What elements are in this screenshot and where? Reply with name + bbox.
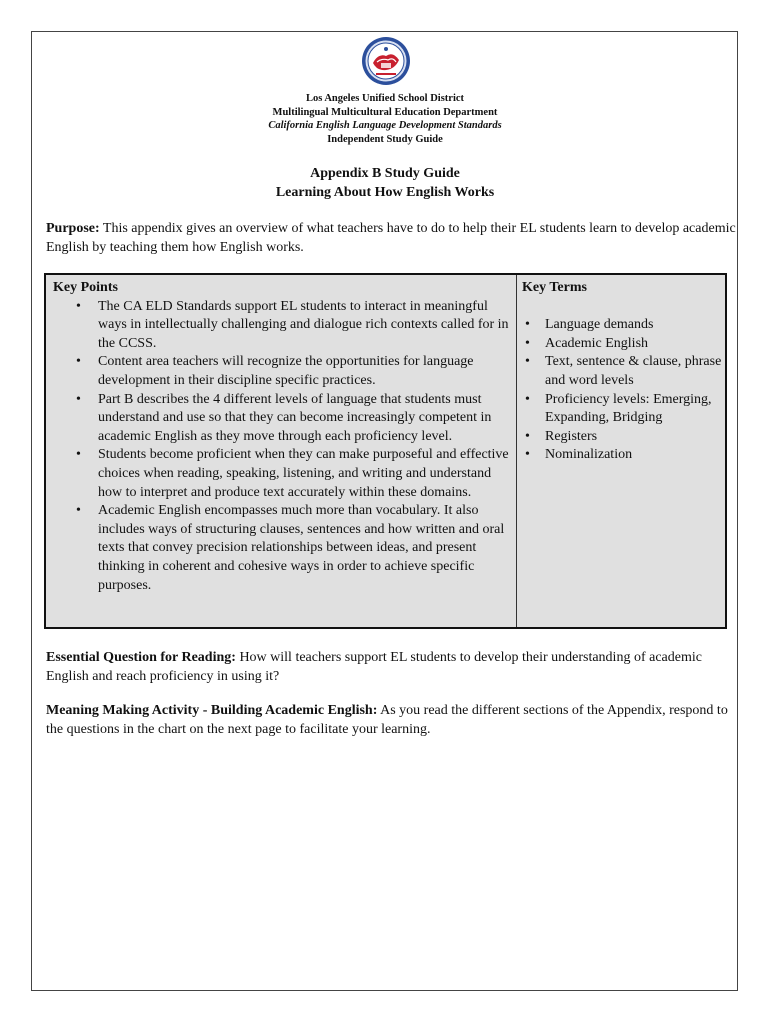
purpose-paragraph xyxy=(46,219,736,257)
list-item: • Text, sentence & clause, phrase and word levels xyxy=(522,353,725,390)
list-item: • Academic English encompasses much more than vocabulary. It also includes ways of structuring clauses, sentences and how written and oral texts that convey precision relationships between ideas, and present thinking in coherent and cohesive ways in order to achieve specific purposes. xyxy=(53,502,516,595)
department-name: Multilingual Multicultural Education Department xyxy=(272,106,498,118)
key-points-table xyxy=(44,273,727,629)
list-item: • Language demands xyxy=(522,316,725,335)
purpose-label: Purpose: xyxy=(46,221,100,236)
title-line-2: Learning About How English Works xyxy=(275,184,495,200)
key-points-list xyxy=(53,298,516,596)
key-terms-list xyxy=(522,316,725,465)
key-terms-column xyxy=(517,275,725,627)
meaning-activity-text: As you read the different sections of the Appendix, respond to the questions in the chart on the next page to facilitate your learning. xyxy=(46,703,728,737)
list-item: • Proficiency levels: Emerging, Expanding, Bridging xyxy=(522,391,725,428)
essential-question xyxy=(46,648,736,686)
key-points-column xyxy=(46,275,517,627)
standards-name: California English Language Development Standards xyxy=(268,120,502,131)
district-name: Los Angeles Unified School District xyxy=(305,93,465,104)
document-header xyxy=(120,92,650,146)
key-points-heading: Key Points xyxy=(53,280,118,295)
list-item: • Content area teachers will recognize the opportunities for language development in their discipline specific practices. xyxy=(53,353,516,390)
list-item: • Nominalization xyxy=(522,446,725,465)
list-item: • The CA ELD Standards support EL students to interact in meaningful ways in intellectually challenging and dialogue rich contexts called for in the CCSS. xyxy=(53,298,516,354)
purpose-text: This appendix gives an overview of what teachers have to do to help their EL students learn to develop academic English by teaching them how English works. xyxy=(46,221,736,255)
key-terms-heading: Key Terms xyxy=(522,280,587,295)
district-seal-icon xyxy=(361,36,411,86)
essential-question-text: How will teachers support EL students to develop their understanding of academic English and reach proficiency in using it? xyxy=(46,650,702,684)
title-line-1: Appendix B Study Guide xyxy=(310,166,460,181)
list-item: • Part B describes the 4 different levels of language that students must understand and use so that they can become increasingly competent in academic English as they move through each proficiency level. xyxy=(53,391,516,447)
list-item: • Registers xyxy=(522,428,725,447)
document-title xyxy=(120,165,650,202)
guide-type: Independent Study Guide xyxy=(327,133,443,145)
list-item: • Academic English xyxy=(522,335,725,354)
essential-question-label: Essential Question for Reading: xyxy=(46,650,236,665)
meaning-activity-label: Meaning Making Activity - Building Academic English: xyxy=(46,703,378,718)
meaning-making-activity xyxy=(46,701,736,739)
list-item: • Students become proficient when they can make purposeful and effective choices when reading, speaking, listening, and writing and understand how to interpret and produce text accurately within these domains. xyxy=(53,446,516,502)
